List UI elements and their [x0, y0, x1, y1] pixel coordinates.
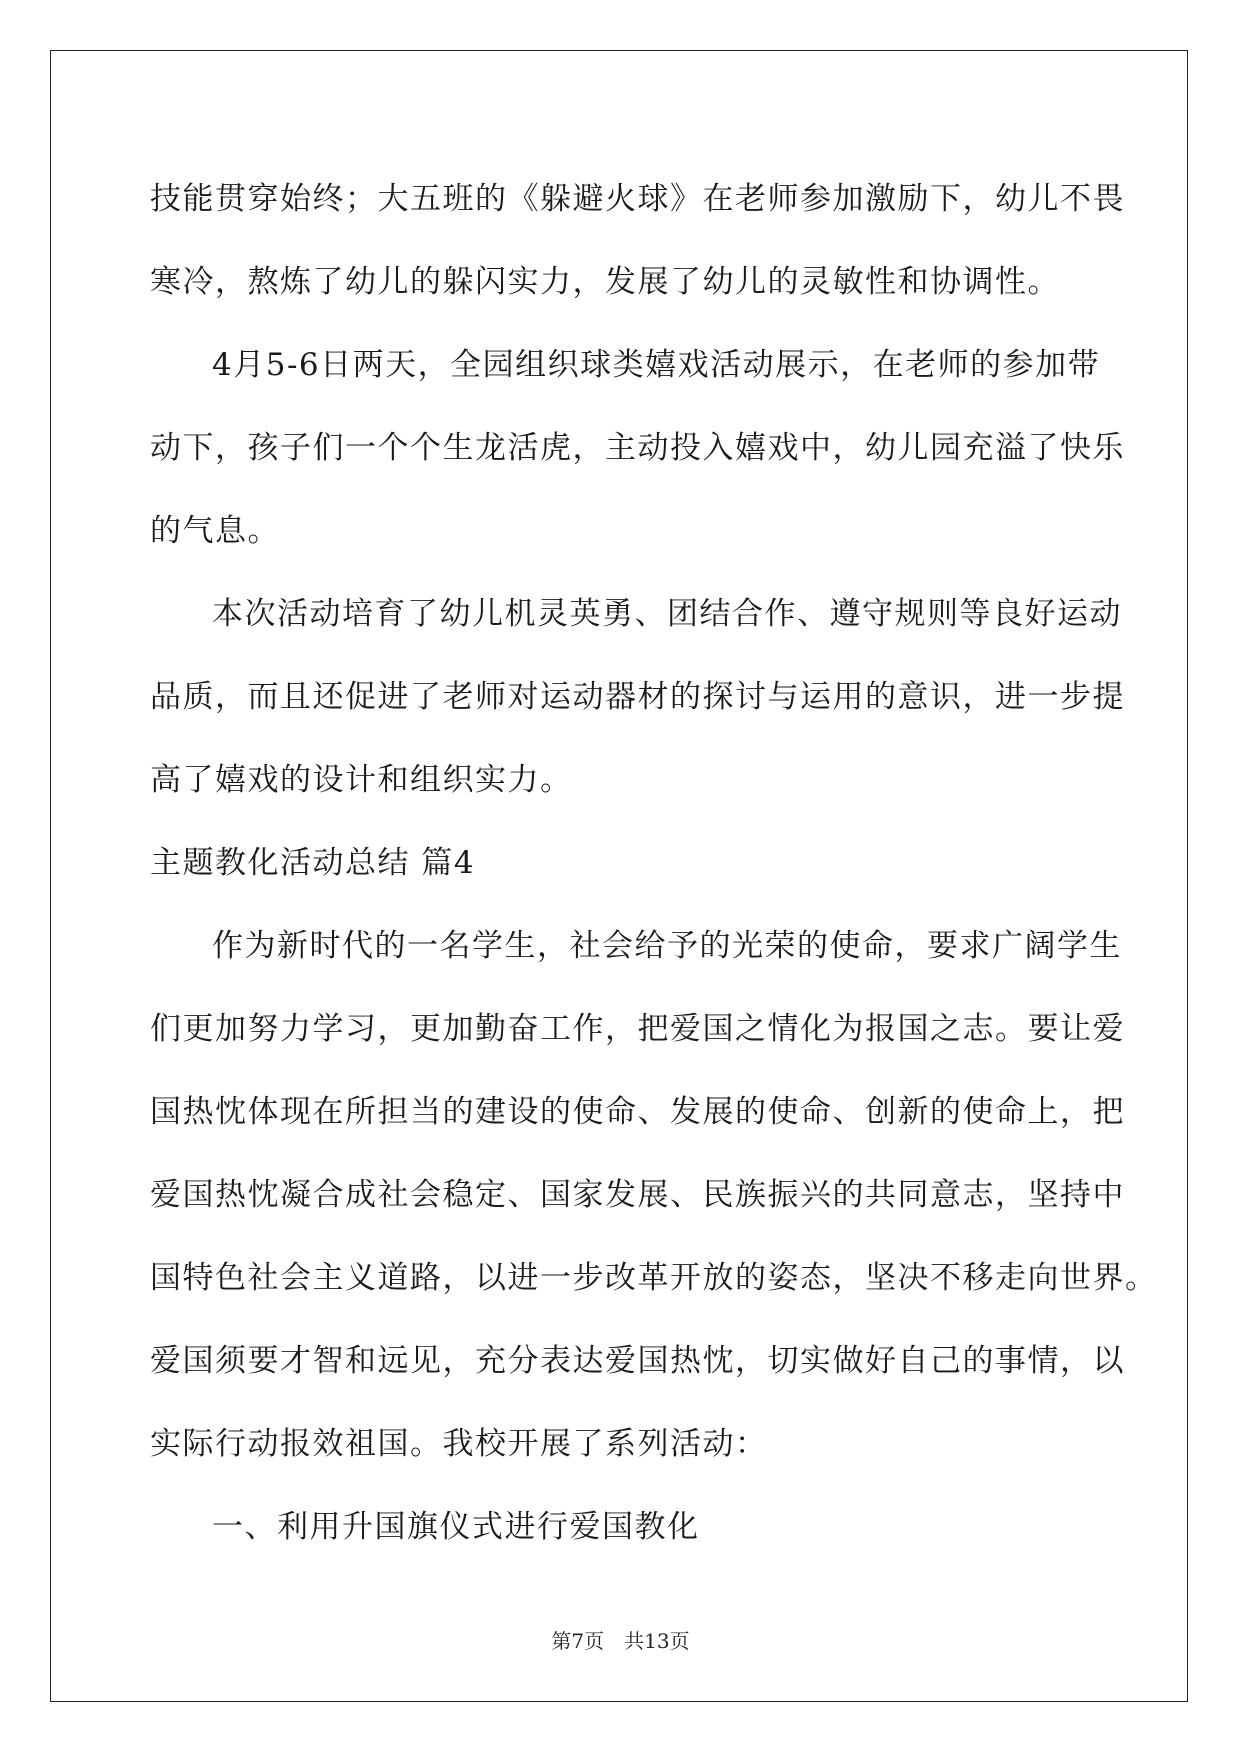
body-line: 品质，而且还促进了老师对运动器材的探讨与运用的意识，进一步提	[150, 679, 1125, 715]
body-line: 的气息。	[150, 513, 280, 549]
body-line: 技能贯穿始终；大五班的《躲避火球》在老师参加激励下，幼儿不畏	[150, 181, 1125, 217]
body-line: 爱国热忱凝合成社会稳定、国家发展、民族振兴的共同意志，坚持中	[150, 1177, 1125, 1213]
body-line: 动下，孩子们一个个生龙活虎，主动投入嬉戏中，幼儿园充溢了快乐	[150, 430, 1125, 466]
body-line: 高了嬉戏的设计和组织实力。	[150, 762, 573, 798]
body-line: 实际行动报效祖国。我校开展了系列活动：	[150, 1426, 768, 1462]
body-line: 国特色社会主义道路，以进一步改革开放的姿态，坚决不移走向世界。	[150, 1260, 1158, 1296]
body-line: 一、利用升国旗仪式进行爱国教化	[212, 1509, 700, 1545]
body-line: 国热忱体现在所担当的建设的使命、发展的使命、创新的使命上，把	[150, 1094, 1125, 1130]
body-line: 本次活动培育了幼儿机灵英勇、团结合作、遵守规则等良好运动	[212, 596, 1122, 632]
body-line: 4月5-6日两天，全园组织球类嬉戏活动展示，在老师的参加带	[212, 347, 1101, 383]
body-line: 寒冷，熬炼了幼儿的躲闪实力，发展了幼儿的灵敏性和协调性。	[150, 264, 1060, 300]
document-body	[150, 158, 1158, 1569]
body-line: 作为新时代的一名学生，社会给予的光荣的使命，要求广阔学生	[212, 928, 1122, 964]
body-line: 爱国须要才智和远见，充分表达爱国热忱，切实做好自己的事情，以	[150, 1343, 1125, 1379]
section-heading: 主题教化活动总结 篇4	[150, 845, 476, 881]
page-footer: 第7页 共13页	[551, 1629, 690, 1653]
body-line: 们更加努力学习，更加勤奋工作，把爱国之情化为报国之志。要让爱	[150, 1011, 1125, 1047]
